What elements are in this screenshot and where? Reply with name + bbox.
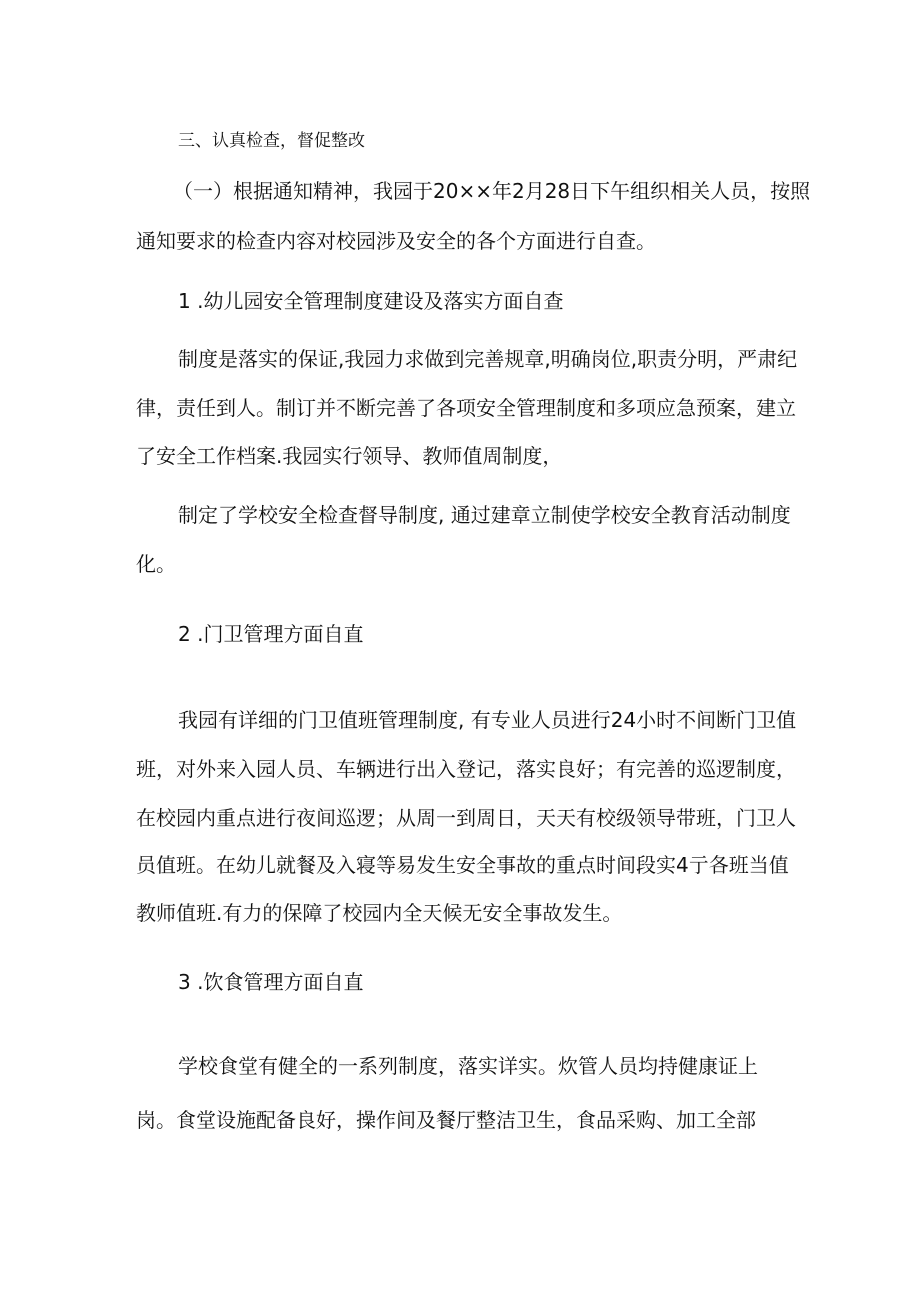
paragraph-line: 岗。食堂设施配备良好，操作间及餐厅整洁卫生，食品采购、加工全部	[136, 1108, 756, 1132]
paragraph-line: 员值班。在幼儿就餐及入寝等易发生安全事故的重点时间段实4亍各班当值	[136, 853, 789, 877]
paragraph-line: 化。	[136, 552, 176, 576]
paragraph-line: 制度是落实的保证,我园力求做到完善规章,明确岗位,职责分明，严肃纪	[178, 347, 798, 371]
paragraph-line: 在校园内重点进行夜间巡逻；从周一到周日，天天有校级领导带班，门卫人	[136, 806, 796, 830]
paragraph-line: 律，责任到人。制订并不断完善了各项安全管理制度和多项应急预案，建立	[136, 396, 796, 420]
paragraph-line: 学校食堂有健全的一系列制度，落实详实。炊管人员均持健康证上	[178, 1054, 758, 1078]
paragraph-line: 通知要求的检查内容对校园涉及安全的各个方面进行自查。	[136, 229, 656, 253]
item-heading-2: 2 .门卫管理方面自直	[178, 622, 364, 646]
paragraph-line: 班，对外来入园人员、车辆进行出入登记，落实良好；有完善的巡逻制度，	[136, 757, 796, 781]
paragraph-line: （一）根据通知精神，我园于20××年2月28日下午组织相关人员，按照	[173, 179, 811, 203]
section-heading: 三、认真检查，督促整改	[178, 131, 365, 151]
paragraph-line: 教师值班.有力的保障了校园内全天候无安全事故发生。	[136, 901, 623, 925]
paragraph-line: 制定了学校安全检查督导制度, 通过建章立制使学校安全教育活动制度	[178, 503, 791, 527]
item-heading-3: 3 .饮食管理方面自直	[178, 970, 364, 994]
item-heading-1: 1 .幼儿园安全管理制度建设及落实方面自查	[178, 289, 564, 313]
paragraph-line: 我园有详细的门卫值班管理制度, 有专业人员进行24小时不间断门卫值	[178, 708, 797, 732]
paragraph-line: 了安全工作档案.我园实行领导、教师值周制度，	[136, 444, 563, 468]
